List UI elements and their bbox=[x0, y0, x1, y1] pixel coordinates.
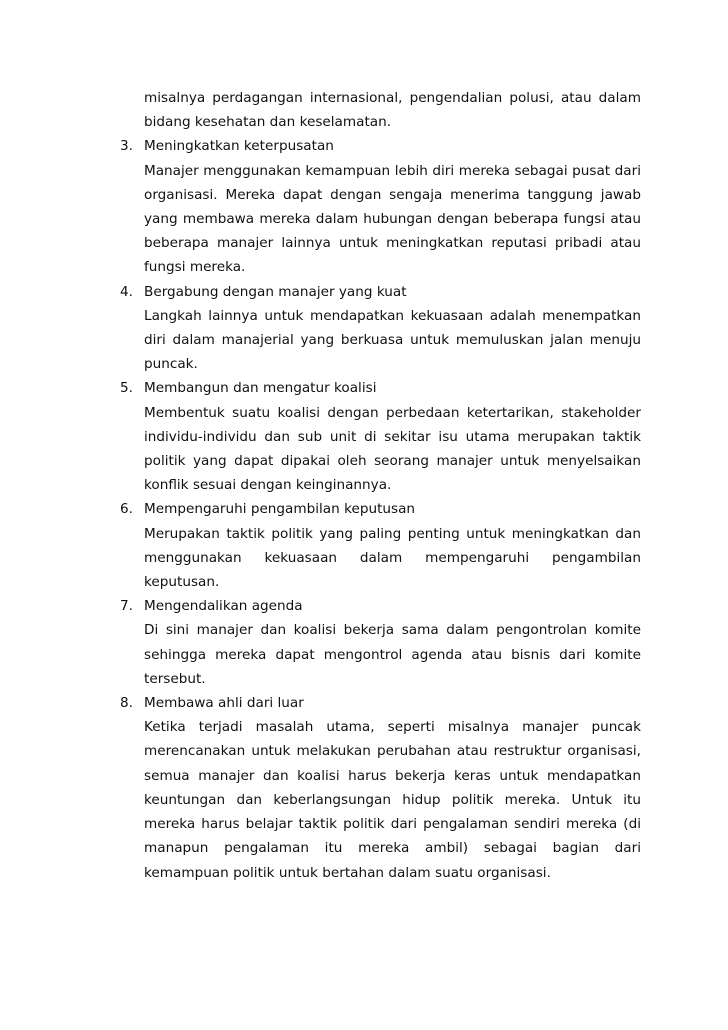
item-heading: Meningkatkan keterpusatan bbox=[144, 138, 334, 155]
item-number: 7. bbox=[120, 598, 133, 615]
item-body: Membentuk suatu koalisi dengan perbedaan ketertarikan, stakeholder individu-individu dan sub unit di sekitar isu utama merupakan taktik politik yang dapat dipakai oleh seorang manajer untuk menyelsaikan konflik sesuai dengan keinginannya. bbox=[144, 404, 641, 494]
item-number: 4. bbox=[120, 283, 133, 300]
item-body: Merupakan taktik politik yang paling penting untuk meningkatkan dan menggunakan kekuasaan dalam mempengaruhi pengambilan keputusan. bbox=[144, 525, 641, 591]
item-body: Manajer menggunakan kemampuan lebih diri mereka sebagai pusat dari organisasi. Mereka dapat dengan sengaja menerima tanggung jawab yang membawa mereka dalam hubungan dengan beberapa fungsi atau beberapa manajer lainnya untuk meningkatkan reputasi pribadi atau fungsi mereka. bbox=[144, 162, 641, 276]
list-item bbox=[120, 594, 641, 691]
list-item bbox=[120, 691, 641, 885]
item-heading: Membangun dan mengatur koalisi bbox=[144, 380, 377, 397]
item-body: Di sini manajer dan koalisi bekerja sama dalam pengontrolan komite sehingga mereka dapat mengontrol agenda atau bisnis dari komite tersebut. bbox=[144, 622, 641, 687]
item-heading: Mempengaruhi pengambilan keputusan bbox=[144, 501, 416, 518]
item-body: Langkah lainnya untuk mendapatkan kekuasaan adalah menempatkan diri dalam manajerial yang berkuasa untuk memuluskan jalan menuju puncak. bbox=[144, 307, 641, 373]
item-heading: Mengendalikan agenda bbox=[144, 598, 303, 615]
item-number: 6. bbox=[120, 501, 133, 518]
item-number: 3. bbox=[120, 138, 133, 155]
item-heading: Membawa ahli dari luar bbox=[144, 695, 304, 712]
list-item bbox=[120, 497, 641, 594]
item-heading: Bergabung dengan manajer yang kuat bbox=[144, 283, 407, 300]
document-content bbox=[120, 86, 641, 885]
item-body: Ketika terjadi masalah utama, seperti misalnya manajer puncak merencanakan untuk melakukan perubahan atau restruktur organisasi, semua manajer dan koalisi harus bekerja keras untuk mendapatkan keuntungan dan keberlangsungan hidup politik mereka. Untuk itu mereka harus belajar taktik politik dari pengalaman sendiri mereka (di manapun pengalaman itu mereka ambil) sebagai bagian dari kemampuan politik untuk bertahan dalam suatu organisasi. bbox=[144, 719, 641, 881]
list-item bbox=[120, 134, 641, 279]
continuation-paragraph: misalnya perdagangan internasional, pengendalian polusi, atau dalam bidang kesehatan dan keselamatan. bbox=[144, 90, 641, 131]
item-number: 8. bbox=[120, 695, 133, 712]
item-number: 5. bbox=[120, 380, 133, 397]
list-item bbox=[120, 280, 641, 377]
list-item bbox=[120, 376, 641, 497]
